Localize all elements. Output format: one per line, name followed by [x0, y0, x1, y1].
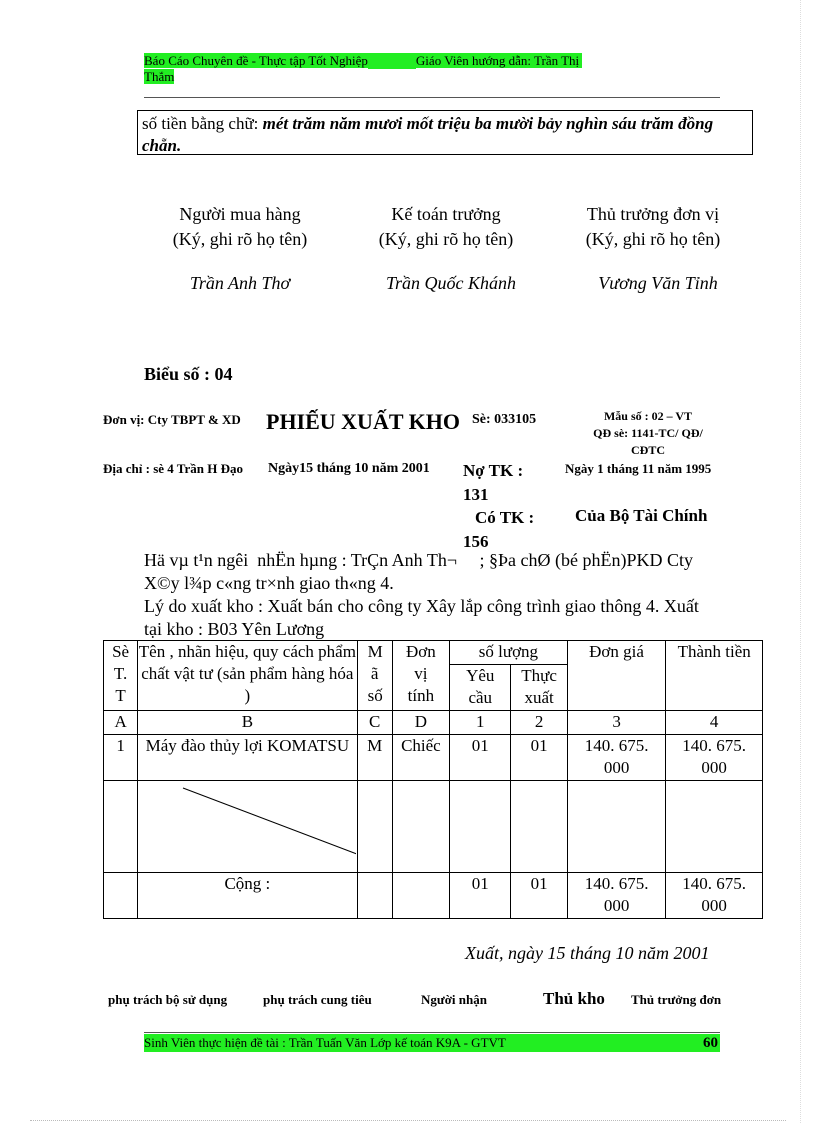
credit-account [463, 506, 534, 554]
page-edge-right [800, 0, 801, 1123]
sig-director: Thủ trưởng đơn [631, 992, 722, 1007]
header-item-name: Tên , nhãn hiệu, quy cách phẩm chất vật tư (sản phẩm hàng hóa ) [138, 641, 357, 711]
debit-label: Nợ TK : [463, 461, 524, 480]
credit-label: Có TK : [475, 508, 535, 527]
template-code: Mẫu số : 02 – VT [603, 409, 693, 423]
amount-in-words-box [137, 110, 753, 155]
signature-block-buyer [150, 202, 330, 252]
running-footer [144, 1034, 720, 1052]
header-cont: Thắm [144, 69, 175, 84]
sig-receiver: Người nhận [421, 992, 487, 1007]
running-header [144, 53, 724, 85]
footer-text: Sinh Viên thực hiện đề tài : Trần Tuấn Văn Lớp kế toán K9A - GTVT [144, 1035, 506, 1050]
header-unit: Đơn vị tính [392, 641, 449, 711]
amount-label: số tiền bằng chữ: [142, 114, 259, 133]
sig-role: Người mua hàng [179, 204, 301, 224]
decision-ref: QĐ sè: 1141-TC/ QĐ/ CĐTC [593, 426, 703, 457]
sig-user-dept: phụ trách bộ sử dụng [108, 992, 228, 1007]
table-row: 1 Máy đào thủy lợi KOMATSU M Chiếc 01 01 140. 675. 000 140. 675. 000 [104, 735, 763, 781]
form-number: Biểu số : 04 [144, 364, 233, 384]
empty-row [104, 781, 763, 873]
signature-block-director [563, 202, 743, 252]
sig-note: (Ký, ghi rõ họ tên) [378, 229, 514, 249]
info-line-4: tại kho : B03 Yên Lương [144, 619, 325, 639]
header-requested: Yêu cầu [450, 665, 511, 711]
unit-name: Đơn vị: Cty TBPT & XD [103, 412, 241, 427]
info-line-3: Lý do xuất kho : Xuất bán cho công ty Xây lắp công trình giao thông 4. Xuất [144, 596, 699, 616]
signer-name-buyer: Trần Anh Thơ [189, 273, 291, 293]
receiver-info [144, 549, 764, 641]
sig-note: (Ký, ghi rõ họ tên) [172, 229, 308, 249]
ministry-name: Của Bộ Tài Chính [575, 506, 708, 525]
form-title: PHIẾU XUẤT KHO [266, 409, 460, 434]
sig-note: (Ký, ghi rõ họ tên) [585, 229, 721, 249]
footer-divider [144, 1032, 720, 1033]
sig-role: Kế toán trưởng [391, 204, 501, 224]
debit-value: 131 [463, 485, 489, 504]
issue-date: Xuất, ngày 15 tháng 10 năm 2001 [465, 943, 710, 963]
sig-role: Thủ trưởng đơn vị [586, 204, 720, 224]
header-issued: Thực xuất [511, 665, 567, 711]
signer-name-director: Vương Văn Tỉnh [598, 273, 718, 293]
header-unit-price: Đơn giá [567, 641, 666, 711]
voucher-number: Sè: 033105 [472, 412, 537, 427]
header-quantity: số lượng [450, 641, 568, 665]
info-line-1: Hä vµ t¹n ngêi nhËn hµng : TrÇn Anh Th¬ ; §Þa chØ (bé phËn)PKD Cty [144, 550, 693, 570]
unit-address: Địa chỉ : sè 4 Trần H Đạo [103, 461, 243, 476]
info-line-2: X©y l¾p c«ng tr×nh giao th«ng 4. [144, 573, 394, 593]
column-code-row: A B C D 1 2 3 4 [104, 711, 763, 735]
header-left: Báo Cáo Chuyên đề - Thực tập Tốt Nghiệp [144, 53, 368, 68]
header-right: Giáo Viên hướng dẫn: Trần Thị [415, 53, 580, 68]
voucher-date: Ngày15 tháng 10 năm 2001 [268, 461, 430, 476]
form-template-number [588, 408, 708, 459]
total-row: Cộng : 01 01 140. 675. 000 140. 675. 000 [104, 873, 763, 919]
signature-block-accountant [356, 202, 536, 252]
header-stt: Sè T. T [104, 641, 138, 711]
goods-table [103, 640, 763, 919]
page-edge [30, 1120, 786, 1121]
debit-account [463, 459, 523, 507]
credit-value: 156 [463, 532, 489, 551]
sig-supply-dept: phụ trách cung tiêu [263, 992, 372, 1007]
strike-line [138, 781, 356, 873]
header-amount: Thành tiền [666, 641, 763, 711]
decision-date: Ngày 1 tháng 11 năm 1995 [565, 461, 712, 476]
sig-storekeeper: Thủ kho [543, 989, 605, 1008]
header-divider [144, 97, 720, 98]
header-code: M ã số [357, 641, 392, 711]
page-number: 60 [703, 1035, 718, 1051]
amount-words: mét trăm năm mươi mốt triệu ba mười bảy nghìn sáu trăm đồng chẵn. [142, 114, 714, 155]
signer-name-accountant: Trần Quốc Khánh [385, 273, 517, 293]
